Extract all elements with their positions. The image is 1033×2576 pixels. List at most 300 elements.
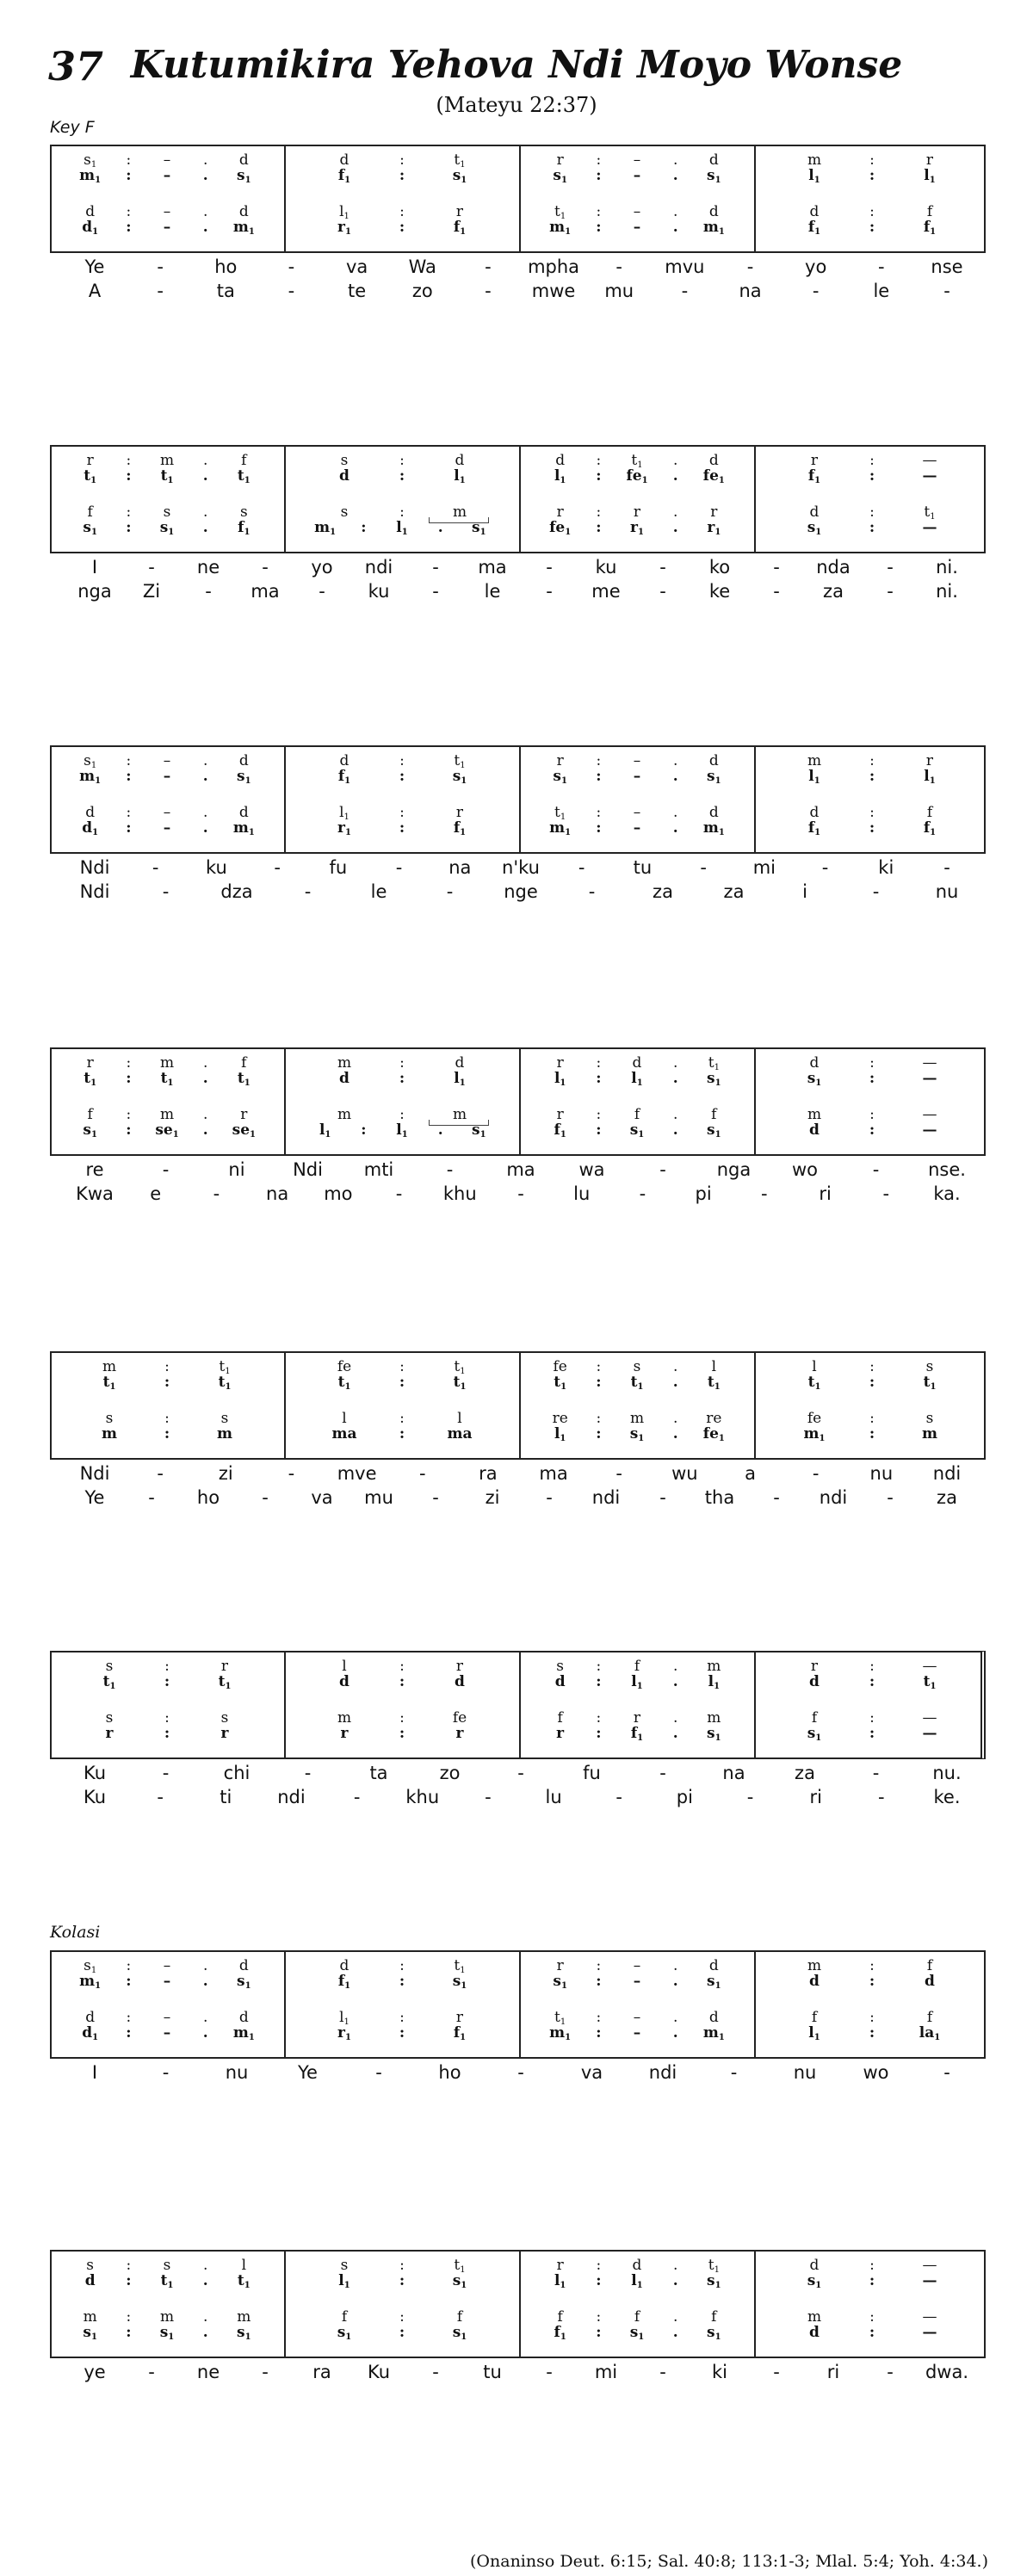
solfa-token: : — [399, 752, 405, 769]
solfa-token: . — [672, 2257, 678, 2274]
solfa-token: l — [812, 1358, 817, 1375]
solfa-token: $s_1$ — [452, 1973, 467, 1991]
lyric-syllable: na — [266, 1183, 289, 1204]
lyric-syllable: - — [761, 1183, 768, 1204]
bar-line — [519, 747, 521, 852]
solfa-token: $t_1$ — [160, 2272, 174, 2290]
solfa-token: $s_1$ — [807, 1725, 822, 1743]
solfa-token: . — [202, 2272, 208, 2289]
lyric-syllable: - — [659, 1487, 666, 1508]
lyric-syllable: ma — [506, 1159, 535, 1180]
voice-line — [287, 2308, 517, 2326]
solfa-token: : — [164, 1673, 170, 1690]
solfa-token: $l_1$ — [808, 167, 820, 185]
solfa-token: — — [922, 2324, 937, 2341]
bar-line — [284, 146, 286, 251]
solfa-token: : — [399, 1054, 405, 1072]
solfa-token: $s_1$ — [629, 2324, 645, 2342]
lyric-syllable: va — [311, 1487, 333, 1508]
lyric-syllable: - — [588, 881, 596, 902]
voice-line — [757, 752, 987, 769]
lyric-syllable: A — [88, 281, 102, 301]
solfa-token: : — [126, 2272, 132, 2289]
solfa-token: s — [340, 2257, 349, 2274]
voice-line — [52, 2257, 282, 2274]
lyric-syllable: le — [484, 581, 501, 602]
solfa-token: – — [163, 151, 171, 169]
lyric-line — [0, 281, 1033, 306]
voice-line — [757, 1957, 987, 1974]
solfa-token: m — [102, 1425, 117, 1442]
lyric-syllable: - — [432, 1487, 439, 1508]
solfa-token: d — [455, 1054, 465, 1072]
voice-line — [522, 752, 752, 769]
solfa-token: d — [555, 452, 566, 469]
lyric-syllable: yo — [805, 256, 827, 277]
lyric-syllable: - — [288, 281, 295, 301]
voice-line — [52, 467, 282, 485]
solfa-token: . — [202, 1106, 208, 1123]
lyric-syllable: nu — [793, 2062, 817, 2083]
solfa-token: : — [869, 519, 875, 536]
solfa-token: d — [708, 752, 719, 769]
solfa-token: : — [399, 1725, 405, 1742]
solfa-token: $s_1$ — [452, 768, 467, 786]
solfa-token: $l_1$ — [631, 2272, 643, 2290]
voice-line — [522, 2272, 752, 2289]
solfa-token: r — [340, 1725, 349, 1742]
voice-line — [52, 1054, 282, 1072]
bar-line — [754, 1353, 756, 1458]
solfa-token: $f_1$ — [453, 2024, 467, 2042]
bar-line — [284, 1652, 286, 1757]
solfa-token: : — [126, 467, 132, 485]
lyric-syllable: nga — [77, 581, 112, 602]
solfa-token: : — [399, 1106, 405, 1123]
lyric-syllable: ta — [216, 281, 235, 301]
lyric-syllable: - — [943, 857, 950, 878]
voice-line — [522, 1673, 752, 1690]
solfa-token: : — [869, 203, 875, 220]
staff-system — [50, 1651, 986, 1759]
solfa-token: : — [596, 2024, 602, 2042]
solfa-token: : — [399, 467, 405, 485]
solfa-token: . — [202, 1973, 208, 1990]
lyric-syllable: - — [148, 2362, 155, 2382]
voice-line — [52, 151, 282, 169]
solfa-token: d — [339, 752, 349, 769]
chorus-label: Kolasi — [50, 1923, 101, 1942]
solfa-token: m — [807, 2308, 822, 2326]
solfa-token: . — [672, 519, 678, 536]
lyric-syllable: - — [517, 2062, 524, 2083]
lyric-syllable: - — [773, 2362, 780, 2382]
solfa-token: – — [633, 1973, 641, 1990]
solfa-token: : — [126, 167, 132, 184]
solfa-token: m — [337, 1709, 352, 1727]
lyric-syllable: khu — [405, 1787, 440, 1807]
solfa-token: : — [399, 452, 405, 469]
voice-line — [52, 768, 282, 785]
solfa-token: fe — [553, 1358, 567, 1375]
lyric-syllable: fu — [583, 1763, 601, 1783]
lyric-syllable: na — [448, 857, 472, 878]
solfa-token: : — [596, 2257, 602, 2274]
solfa-token: : — [596, 1121, 602, 1139]
solfa-token: d — [238, 804, 249, 821]
solfa-token: : — [126, 1054, 132, 1072]
measure — [287, 2252, 517, 2357]
solfa-token: . — [202, 752, 208, 769]
lyric-syllable: - — [304, 881, 312, 902]
solfa-token: $l_1$ — [708, 1673, 721, 1691]
solfa-token: m — [807, 151, 822, 169]
measure — [522, 2252, 752, 2357]
solfa-token: f — [634, 1658, 640, 1675]
solfa-token: $m_1$ — [79, 167, 102, 185]
lyric-syllable: - — [517, 1183, 524, 1204]
lyric-syllable: nse. — [928, 1159, 966, 1180]
voice-line — [52, 1725, 282, 1742]
solfa-token: s — [239, 503, 248, 521]
lyric-syllable: - — [578, 857, 585, 878]
voice-line — [522, 819, 752, 837]
solfa-token: : — [869, 2009, 875, 2026]
lyric-syllable: - — [730, 2062, 738, 2083]
bar-line — [754, 1049, 756, 1154]
voice-line — [52, 1106, 282, 1123]
solfa-token: $s_1$ — [707, 1121, 721, 1140]
solfa-token: : — [869, 1374, 875, 1391]
solfa-token: : — [164, 1425, 170, 1442]
voice-line — [287, 1973, 517, 1990]
bar-line — [284, 447, 286, 552]
solfa-token: r — [105, 1725, 114, 1742]
solfa-token: : — [126, 1070, 132, 1087]
voice-line — [522, 2009, 752, 2026]
solfa-token: r — [556, 1106, 564, 1123]
solfa-token: . — [202, 1054, 208, 1072]
voice-line — [757, 1374, 987, 1391]
solfa-token: m — [629, 1410, 645, 1427]
solfa-token: $l_1$ — [339, 203, 349, 221]
voice-line — [52, 1673, 282, 1690]
measure — [757, 747, 987, 852]
solfa-token: : — [126, 452, 132, 469]
voice-line — [522, 1957, 752, 1974]
solfa-token: r — [556, 151, 564, 169]
solfa-token: d — [809, 1121, 820, 1139]
solfa-token: . — [672, 467, 678, 485]
voice-line — [522, 2257, 752, 2274]
lyric-syllable: - — [773, 557, 780, 578]
lyric-syllable: - — [485, 281, 492, 301]
voice-line — [287, 1425, 517, 1442]
lyric-syllable: ri — [819, 1183, 832, 1204]
solfa-token: : — [126, 2257, 132, 2274]
lyric-syllable: ho — [214, 256, 238, 277]
lyric-syllable: e — [150, 1183, 162, 1204]
solfa-token: d — [809, 804, 820, 821]
solfa-token: : — [596, 2272, 602, 2289]
lyric-syllable: nse — [931, 256, 963, 277]
solfa-token: : — [126, 752, 132, 769]
solfa-token: : — [596, 467, 602, 485]
lyric-syllable: - — [773, 581, 780, 602]
solfa-token: $s_1$ — [707, 768, 721, 786]
solfa-token: r — [556, 1054, 564, 1072]
lyric-syllable: ke. — [933, 1787, 961, 1807]
solfa-token: r — [633, 1709, 641, 1727]
solfa-token: $t_1$ — [924, 503, 936, 522]
solfa-token: $f_1$ — [807, 819, 821, 837]
solfa-token: $s_1$ — [83, 1121, 97, 1140]
solfa-token: $l_1$ — [554, 1425, 566, 1443]
solfa-token: $fe_1$ — [549, 519, 572, 537]
solfa-token: $f_1$ — [807, 467, 821, 485]
solfa-token: d — [84, 2272, 96, 2289]
solfa-token: $l_1$ — [631, 1673, 643, 1691]
lyric-syllable: - — [375, 2062, 382, 2083]
solfa-token: d — [238, 1957, 249, 1974]
lyric-syllable: mo — [324, 1183, 353, 1204]
solfa-token: $f_1$ — [453, 219, 467, 237]
voice-line — [52, 1973, 282, 1990]
solfa-token: $se_1$ — [232, 1121, 256, 1140]
solfa-token: . — [672, 752, 678, 769]
solfa-token: $s_1$ — [237, 2324, 251, 2342]
solfa-token: : — [869, 1106, 875, 1123]
solfa-token: – — [163, 1957, 171, 1974]
solfa-token: — — [922, 2257, 937, 2274]
solfa-token: : — [126, 2308, 132, 2326]
lyric-syllable: zi — [485, 1487, 500, 1508]
lyric-line — [0, 1159, 1033, 1185]
solfa-token: $s_1$ — [472, 519, 486, 537]
solfa-token: f — [634, 2308, 640, 2326]
voice-line — [522, 219, 752, 236]
solfa-token: d — [925, 1973, 935, 1990]
voice-line — [522, 1106, 752, 1123]
lyric-syllable: zo — [439, 1763, 461, 1783]
solfa-token: : — [126, 151, 132, 169]
lyric-syllable: ki — [878, 857, 894, 878]
solfa-token: $d_1$ — [82, 2024, 99, 2042]
solfa-token: f — [557, 2308, 563, 2326]
solfa-token: : — [596, 1673, 602, 1690]
solfa-token: : — [399, 503, 405, 521]
solfa-token: – — [163, 2024, 171, 2042]
solfa-token: $s_1$ — [629, 1425, 645, 1443]
solfa-token: : — [399, 1358, 405, 1375]
measure — [522, 1952, 752, 2057]
measure — [757, 1353, 987, 1458]
solfa-token: . — [672, 1054, 678, 1072]
solfa-token: : — [399, 2308, 405, 2326]
measure — [287, 447, 517, 552]
voice-line — [287, 203, 517, 220]
lyric-syllable: mu — [364, 1487, 393, 1508]
solfa-token: : — [596, 1973, 602, 1990]
solfa-token: : — [399, 1957, 405, 1974]
voice-line — [757, 2009, 987, 2026]
solfa-token: : — [869, 2024, 875, 2042]
solfa-token: . — [202, 467, 208, 485]
staff-system — [50, 2250, 986, 2358]
lyric-syllable: - — [152, 857, 159, 878]
voice-line — [287, 2024, 517, 2042]
lyric-syllable: fu — [329, 857, 348, 878]
solfa-token: s — [105, 1658, 114, 1675]
solfa-token: $l_1$ — [554, 2272, 566, 2290]
solfa-token: : — [869, 167, 875, 184]
solfa-token: : — [869, 2272, 875, 2289]
solfa-token: d — [809, 1673, 820, 1690]
solfa-token: $f_1$ — [807, 219, 821, 237]
solfa-token: $l_1$ — [808, 768, 820, 786]
lyric-syllable: mve — [337, 1463, 377, 1484]
solfa-token: : — [869, 1070, 875, 1087]
solfa-token: . — [672, 1425, 678, 1442]
lyric-syllable: - — [418, 1463, 426, 1484]
lyric-syllable: ki — [712, 2362, 727, 2382]
solfa-token: $s_1$ — [807, 519, 822, 537]
voice-line — [287, 167, 517, 184]
solfa-token: s — [105, 1709, 114, 1727]
solfa-token: $s_1$ — [237, 167, 251, 185]
solfa-token: r — [86, 452, 94, 469]
solfa-token: $s_1$ — [84, 151, 97, 170]
solfa-token: . — [672, 219, 678, 236]
slur — [429, 1120, 489, 1126]
lyric-syllable: - — [659, 2362, 666, 2382]
voice-line — [757, 804, 987, 821]
solfa-token: $m_1$ — [702, 819, 725, 837]
staff-system — [50, 1351, 986, 1460]
solfa-token: d — [339, 467, 349, 485]
solfa-token: $m_1$ — [549, 219, 572, 237]
solfa-token: — — [922, 519, 937, 536]
solfa-token: . — [672, 1358, 678, 1375]
solfa-token: d — [809, 203, 820, 220]
solfa-token: : — [869, 1725, 875, 1742]
lyric-syllable: - — [746, 1787, 754, 1807]
voice-line — [522, 1709, 752, 1727]
solfa-token: . — [672, 1374, 678, 1391]
lyric-syllable: ra — [312, 2362, 331, 2382]
lyric-syllable: - — [615, 1463, 623, 1484]
solfa-token: s — [340, 503, 349, 521]
solfa-token: . — [672, 1673, 678, 1690]
voice-line — [52, 804, 282, 821]
lyric-syllable: va — [345, 256, 368, 277]
measure — [757, 146, 987, 251]
solfa-token: : — [869, 1410, 875, 1427]
solfa-token: $t_1$ — [102, 1374, 116, 1392]
lyric-syllable: ni — [228, 1159, 245, 1180]
solfa-token: s — [925, 1410, 934, 1427]
lyric-syllable: ma — [539, 1463, 568, 1484]
lyric-syllable: - — [148, 1487, 155, 1508]
solfa-token: : — [399, 2009, 405, 2026]
lyric-syllable: - — [395, 1183, 403, 1204]
solfa-token: : — [596, 819, 602, 837]
lyric-syllable: ye — [84, 2362, 106, 2382]
lyric-syllable: - — [262, 557, 269, 578]
solfa-token: d — [339, 1957, 349, 1974]
lyric-syllable: - — [262, 2362, 269, 2382]
solfa-token: $d_1$ — [82, 819, 99, 837]
voice-line — [522, 151, 752, 169]
solfa-token: $t_1$ — [84, 467, 97, 485]
solfa-token: ma — [331, 1425, 357, 1442]
lyric-syllable: - — [262, 1487, 269, 1508]
solfa-token: r — [455, 1658, 464, 1675]
lyric-syllable: nu — [935, 881, 959, 902]
measure — [522, 1652, 752, 1757]
solfa-token: $t_1$ — [454, 151, 466, 170]
lyric-syllable: Ye — [84, 1487, 105, 1508]
voice-line — [522, 804, 752, 821]
solfa-token: – — [163, 1973, 171, 1990]
lyric-syllable: - — [485, 1787, 492, 1807]
staff-system — [50, 745, 986, 854]
voice-line — [52, 819, 282, 837]
solfa-token: – — [163, 2009, 171, 2026]
solfa-token: : — [869, 819, 875, 837]
solfa-token: . — [672, 1973, 678, 1990]
lyric-syllable: - — [213, 1183, 220, 1204]
solfa-token: : — [869, 1973, 875, 1990]
solfa-token: d — [238, 151, 249, 169]
solfa-token: – — [633, 203, 641, 220]
solfa-token: . — [437, 519, 443, 536]
solfa-token: $s_1$ — [807, 2272, 822, 2290]
solfa-token: d — [809, 503, 820, 521]
solfa-token: s — [633, 1358, 641, 1375]
voice-line — [522, 467, 752, 485]
solfa-token: : — [399, 768, 405, 785]
solfa-token: s — [925, 1358, 934, 1375]
voice-line — [757, 203, 987, 220]
solfa-token: $l_1$ — [319, 1121, 331, 1140]
measure — [522, 1353, 752, 1458]
solfa-token: $t_1$ — [160, 467, 174, 485]
voice-line — [522, 1658, 752, 1675]
solfa-token: : — [126, 804, 132, 821]
lyric-syllable: - — [773, 1487, 780, 1508]
solfa-token: $t_1$ — [708, 2257, 720, 2275]
solfa-token: m — [807, 752, 822, 769]
lyric-syllable: - — [319, 581, 325, 602]
solfa-token: . — [202, 151, 208, 169]
solfa-token: m — [807, 1106, 822, 1123]
solfa-token: $t_1$ — [454, 752, 466, 770]
solfa-token: . — [672, 2272, 678, 2289]
solfa-token: : — [399, 1070, 405, 1087]
solfa-token: $l_1$ — [554, 467, 566, 485]
lyric-syllable: - — [887, 581, 894, 602]
solfa-token: $t_1$ — [454, 1358, 466, 1376]
voice-line — [522, 1121, 752, 1139]
voice-line — [52, 1358, 282, 1375]
solfa-token: f — [926, 1957, 933, 1974]
measure — [52, 1952, 282, 2057]
lyric-syllable: Ye — [84, 256, 105, 277]
solfa-token: r — [240, 1106, 248, 1123]
solfa-token: – — [633, 768, 641, 785]
solfa-token: l — [457, 1410, 462, 1427]
